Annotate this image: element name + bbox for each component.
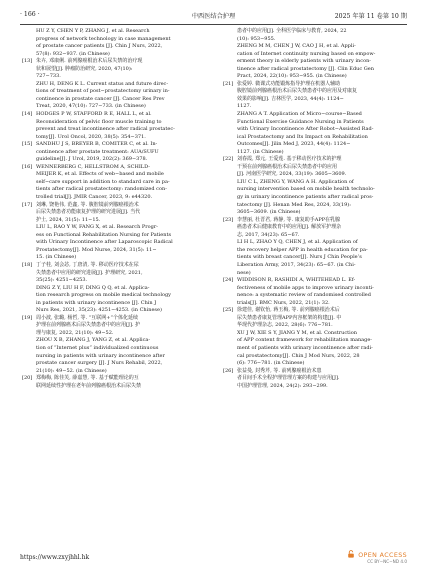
- reference-line: 状和展望[J]. 肿瘤防治研究, 2020, 47(10):: [36, 65, 133, 72]
- reference-entry: [22, 164, 206, 202]
- reference-line: Prostatectomy[J]. Mod Nurse, 2024, 31(5): 11−: [36, 246, 157, 253]
- reference-line: tients with breast cancer[J]. Nurs J Chin People’s: [237, 254, 362, 261]
- reference-line: erment theory in elderly patients with urinary incon-: [237, 58, 371, 65]
- reference-entry: [22, 28, 206, 58]
- reference-number: [25]: [223, 307, 234, 314]
- reference-line: 中国护理管理, 2024, 24(2): 293−299.: [237, 382, 328, 389]
- reference-line: 丁子桂, 刘会苾, 丁唐清, 等. 移动医疗技术在尿: [36, 261, 139, 268]
- reference-number: [24]: [223, 277, 234, 284]
- reference-entry: [223, 28, 407, 81]
- reference-line: 联网延续性护理在老年前列腺癌根治术后尿失禁: [36, 382, 142, 389]
- reference-entry: [223, 217, 407, 277]
- reference-line: HU Z Y, CHEN Y P, ZHANG J, et al. Research: [36, 28, 150, 34]
- reference-line: 失禁患者中应用的研究进展[J]. 护理研究, 2021,: [36, 269, 143, 276]
- reference-line: ZHOU X B, ZHANG J, YANG Z, et al. Applica-: [36, 337, 151, 344]
- reference-line: 3605−3609. (in Chinese): [237, 209, 301, 216]
- page-number: · 166 ·: [20, 11, 40, 18]
- reference-line: guideline[J]. J Urol, 2019, 202(2): 369−378.: [36, 156, 148, 163]
- reference-line: ZHENG M M, CHEN J W, CAO J H, et al. Appli-: [237, 43, 356, 50]
- reference-line: fectiveness of mobile apps to improve urinary inconti-: [237, 284, 374, 291]
- reference-entry: [223, 156, 407, 216]
- reference-line: 1127. (in Chinese): [237, 148, 284, 155]
- references-left-column: [22, 28, 206, 390]
- reference-line: 华现代护理杂志, 2022, 28(6): 776−781.: [237, 322, 333, 329]
- reference-entry: [22, 58, 206, 111]
- reference-line: 35(25): 4251−4253.: [36, 277, 88, 284]
- reference-entry: [22, 111, 206, 141]
- reference-line: 护理在前列腺癌术后尿失禁患者中的应用[J]. 护: [36, 322, 141, 329]
- reference-line: 刘琳, 饶艳伟, 范鑫, 等. 腹腔镜前列腺癌根治术: [36, 201, 139, 208]
- reference-line: continence in prostate cancer [J]. Cancer Res Prev: [36, 95, 165, 102]
- reference-line: XU J W, XIE S Y, JIANG Y M, et al. Construction: [237, 329, 357, 336]
- reference-line: ZHANG A T. Application of Micro−course−Based: [237, 111, 362, 118]
- reference-entry: [223, 81, 407, 156]
- reference-line: Liberation Army, 2017, 34(23): 65−67. (in Chi-: [237, 261, 356, 268]
- reference-line: 刘春霞, 郑元, 王爱莲. 基于移动医疗技术的护理: [237, 156, 342, 163]
- reference-number: [14]: [22, 111, 33, 118]
- reference-line: the recovery helper APP in health education for pa-: [237, 246, 368, 253]
- reference-line: ical Prostatectomy and Its Impact on Rehabilitation: [237, 133, 368, 140]
- reference-line: tatectomy [J]. Henan Med Res, 2024, 33(19):: [237, 201, 351, 208]
- reference-line: continence after prostate treatment: AUA/SUFU: [36, 148, 159, 155]
- reference-line: 张爱婷. 微课式功能锻炼指导护理在机器人辅助: [237, 80, 341, 87]
- reference-line: [J]. 河南医学研究, 2024, 33(19): 3605−3609.: [237, 171, 347, 178]
- reference-line: (10): 953−955.: [237, 35, 276, 42]
- reference-line: in patients with urinary incontinence [J]. Chin J: [36, 299, 157, 306]
- reference-line: prevent and treat incontinence after radical prostatec-: [36, 126, 175, 133]
- reference-line: 效果的影响[J]. 吉林医学, 2023, 44(4): 1124−: [237, 95, 344, 102]
- reference-line: 张益曼, 封秀芹, 等. 前列腺癌根治术患: [237, 367, 322, 374]
- reference-line: 21(10): 49−52. (in Chinese): [36, 367, 107, 374]
- reference-line: 志, 2017, 34(23): 65−67.: [237, 231, 300, 238]
- reference-line: nese): [237, 269, 251, 276]
- reference-line: tion of “Internet plus” individualized continuous: [36, 344, 159, 351]
- reference-line: nence: a systematic review of randomised controlled: [237, 292, 371, 299]
- reference-entry: [22, 262, 206, 315]
- reference-line: 理与康复, 2022, 21(10): 49−52.: [36, 329, 114, 336]
- reference-line: 尿失禁患者康复管理APP内容框架的构建[J]. 中: [237, 314, 342, 321]
- reference-number: [23]: [223, 216, 234, 223]
- reference-number: [19]: [22, 314, 33, 321]
- reference-line: 患者中的应用[J]. 全科医学临床与教育, 2024, 22: [237, 28, 347, 34]
- reference-line: cation of Internet continuity nursing based on empow-: [237, 50, 376, 57]
- reference-line: trials[J]. BMC Nurs, 2022, 21(1): 32.: [237, 299, 330, 306]
- reference-line: 15. (in Chinese): [36, 254, 77, 261]
- reference-line: of prostate cancer patients [J]. Chin J Nurs, 2022,: [36, 43, 163, 50]
- reference-line: Treat, 2020, 47(10): 727−733. (in Chinese): [36, 103, 146, 110]
- reference-line: with Urinary Incontinence after Laparoscopic Radical: [36, 239, 173, 246]
- reference-line: nursing in patients with urinary incontinence after: [36, 352, 165, 359]
- open-access-label: OPEN ACCESS: [358, 552, 407, 559]
- reference-line: gy in urinary incontinence patients after radical pros-: [237, 194, 374, 201]
- reference-number: [13]: [22, 58, 33, 65]
- reference-line: tion research progress on mobile medical technology: [36, 292, 171, 299]
- reference-line: trolled trial[J]. JMIR Cancer, 2023, 9: e44320.: [36, 194, 153, 201]
- reference-number: [22]: [223, 156, 234, 163]
- reference-line: WIDDISON R, RASHIDI A, WHITEHEAD L. Ef-: [237, 277, 356, 284]
- reference-line: tomy[J]. Urol Oncol, 2020, 38(5): 354−371.: [36, 133, 146, 140]
- reference-line: WENNERBERG C, HELLSTROM A, SCHILD-: [36, 163, 150, 170]
- reference-number: [26]: [223, 367, 234, 374]
- reference-line: 癌患者术后健康教育中的应用[J]. 解放军护理杂: [237, 224, 342, 231]
- journal-title: 中西医结合护理: [191, 13, 236, 20]
- reference-line: Nurs Res, 2021, 35(23): 4251−4253. (in Chinese): [36, 307, 162, 314]
- reference-line: LI H L, ZHAO Y Q, CHEN J, et al. Application of: [237, 239, 358, 246]
- reference-line: 朱卉, 邓康俐. 前列腺癌根治术后尿失禁的治疗现: [36, 58, 143, 65]
- reference-line: HODGES P W, STAFFORD R E, HALL L, et al.: [36, 111, 152, 118]
- reference-entry: [223, 277, 407, 307]
- reference-line: prostate cancer surgery [J]. J Nurs Rehabil, 2022,: [36, 360, 163, 367]
- reference-line: with Urinary Incontinence After Robot−Assisted Rad-: [237, 126, 374, 133]
- reference-line: DING Z Y, LIU H F, DING Q Q, et al. Applica-: [36, 284, 150, 291]
- references-right-column: [223, 28, 407, 390]
- reference-line: 1127.: [237, 103, 252, 110]
- reference-number: [18]: [22, 261, 33, 268]
- reference-number: [15]: [22, 141, 33, 148]
- reference-line: ment of patients with urinary incontinence after radi-: [237, 344, 373, 351]
- reference-line: 郑梅梅, 陈佳芙, 薛嘉慧, 等. 基于赋能理论的互: [36, 375, 139, 382]
- reference-line: MEIJER K, et al. Effects of web−based and mobile: [36, 171, 164, 178]
- reference-line: Reconsideration of pelvic floor muscle training to: [36, 118, 162, 125]
- reference-number: [16]: [22, 163, 33, 170]
- reference-entry: [22, 202, 206, 262]
- license-label: CC BY−NC−ND 4.0: [367, 559, 407, 564]
- reference-line: cal prostatectomy[J]. Chin J Mod Nurs, 2022, 28: [237, 352, 360, 359]
- reference-line: 727−733.: [36, 73, 61, 80]
- reference-line: Functional Exercise Guidance Nursing in Patients: [237, 118, 364, 125]
- reference-line: progress of network technology in case management: [36, 35, 171, 42]
- page-header: [20, 10, 407, 24]
- reference-entry: [22, 141, 206, 164]
- reference-line: 干预在前列腺癌根治术后尿失禁患者中的应用: [237, 163, 338, 170]
- journal-url[interactable]: https://www.zxyjhhl.hk: [20, 554, 90, 561]
- reference-line: tinence after radical prostatectomy [J]. Clin Educ Gen: [237, 65, 374, 72]
- reference-line: Pract, 2024, 22(10): 953−955. (in Chinese): [237, 73, 347, 80]
- reference-line: self−care support in addition to standard care in pa-: [36, 178, 170, 185]
- reference-line: of APP content framework for rehabilitation manage-: [237, 337, 372, 344]
- reference-entry: [223, 307, 407, 367]
- reference-line: 57(8): 932−937. (in Chinese): [36, 50, 110, 57]
- reference-line: 周小波, 张璐, 杨哲, 等. “互联网+”个体化延续: [36, 314, 139, 321]
- reference-line: LIU C L, ZHENG Y, WANG A H. Application of: [237, 178, 354, 185]
- reference-line: nursing intervention based on mobile health technolo-: [237, 186, 375, 193]
- reference-line: tions of treatment of post−prostatectomy urinary in-: [36, 88, 170, 95]
- reference-line: Outcomes[J]. Jilin Med J, 2023, 44(4): 1124−: [237, 141, 351, 148]
- reference-entry: [22, 375, 206, 390]
- reference-line: 李慧丽, 杜晋君, 蒋静, 等. 康复助手APP在乳腺: [237, 216, 341, 223]
- reference-line: (6): 776−781. (in Chinese): [237, 360, 305, 367]
- header-rule: [20, 24, 407, 25]
- reference-line: 徐建佳, 谢钦怡, 蒋玉梅, 等. 前列腺癌根治术后: [237, 307, 340, 314]
- reference-line: ZHU H, DENG K L. Current status and future direc-: [36, 80, 169, 87]
- reference-line: 腹腔镜前列腺癌根治术后尿失禁患者中的应用及对康复: [237, 88, 358, 95]
- reference-entry: [22, 315, 206, 375]
- reference-line: ess on Functional Rehabilitation Nursing for Patients: [36, 231, 172, 238]
- reference-number: [17]: [22, 201, 33, 208]
- reference-line: SANDHU J S, BREYER B, COMITER C, et al. In-: [36, 141, 158, 148]
- issue-info: 2025 年第 11 卷第 10 期: [334, 13, 407, 20]
- reference-line: tients after radical prostatectomy: randomized con-: [36, 186, 167, 193]
- reference-line: 后尿失禁患者功能康复护理的研究进展[J]. 当代: [36, 209, 141, 216]
- open-access-badge: [347, 550, 407, 564]
- reference-number: [20]: [22, 375, 33, 382]
- reference-entry: [223, 368, 407, 391]
- reference-line: 护士, 2024, 31(5): 11−15.: [36, 216, 101, 223]
- reference-line: 者目间手术全程护理管理方案的构建与应用[J].: [237, 375, 340, 382]
- reference-line: LIU L, RAO Y W, FANG X, et al. Research Progr-: [36, 224, 158, 231]
- page-footer: [20, 543, 407, 567]
- reference-number: [21]: [223, 80, 234, 87]
- open-lock-icon: [347, 550, 355, 558]
